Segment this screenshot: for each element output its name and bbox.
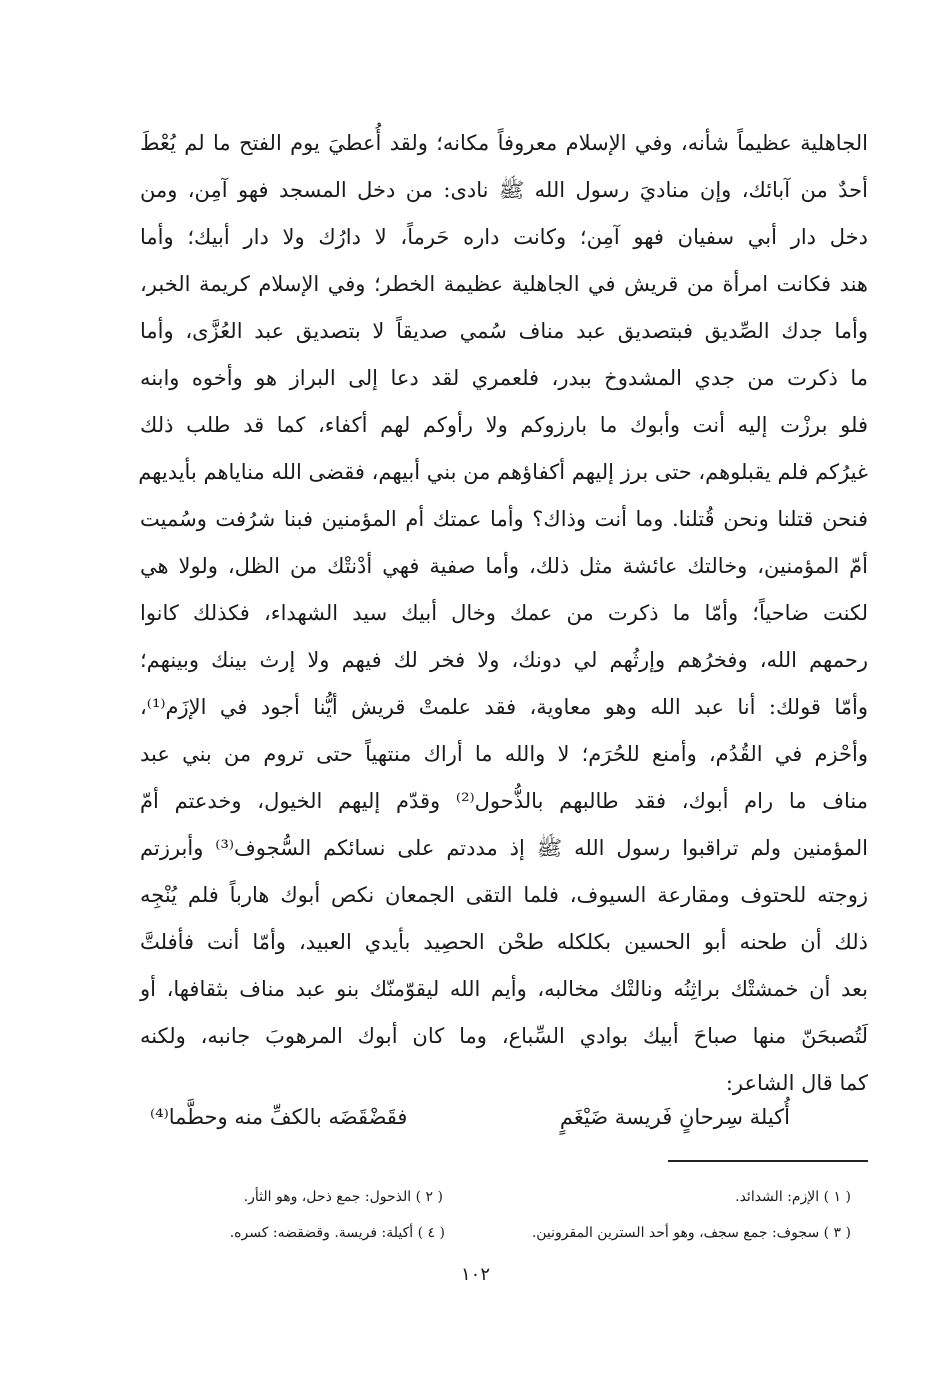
verse-second-hemistich: فقَضْقَضَه بالكفِّ منه وحطَّما⁽⁴⁾ bbox=[150, 1105, 408, 1129]
text-line: المؤمنين ولم تراقبوا رسول الله ﷺ إذ مددتم على نسائكم السُّجوف⁽³⁾ وأبرزتم bbox=[140, 836, 869, 860]
footnote-3: ( ٣ ) سجوف: جمع سجف، وهو أحد السترين المقرونين. bbox=[531, 1225, 851, 1241]
text-line: لكنت ضاحياً؛ وأمّا ما ذكرت من عمك وخال أبيك سيد الشهداء، فكذلك كانوا bbox=[140, 601, 868, 625]
footnote-2: ( ٢ ) الذحول: جمع ذحل، وهو الثأر. bbox=[243, 1189, 443, 1205]
text-line: الجاهلية عظيماً شأنه، وفي الإسلام معروفاً مكانه؛ ولقد أُعطيَ يوم الفتح ما لم يُعْطَ bbox=[140, 131, 868, 155]
poem-verse bbox=[150, 1092, 790, 1142]
body-text bbox=[140, 120, 868, 1107]
text-line: ذلك أن طحنه أبو الحسين بكلكله طحْن الحصِيد بأيدي العبيد، وأمّا أنت فأفلتَّ bbox=[140, 930, 868, 954]
footnote-separator bbox=[668, 1160, 868, 1162]
text-line: فلو برزْت إليه أنت وأبوك ما بارزوكم ولا رأوكم لهم أكفاء، كما قد طلب ذلك bbox=[140, 413, 868, 437]
verse-first-hemistich: أُكيلة سِرحانٍ فَريسة ضَيْغَمٍ bbox=[559, 1105, 790, 1129]
text-line: فنحن قتلنا ونحن قُتلنا. وما أنت وذاك؟ وأما عمتك أم المؤمنين فبنا شرُفت وسُميت bbox=[140, 507, 868, 531]
text-line: زوجته للحتوف ومقارعة السيوف، فلما التقى الجمعان نكص أبوك هارباً فلم يُنْجِه bbox=[140, 883, 868, 907]
text-line: هند فكانت امرأة من قريش في الجاهلية عظيمة الخطر؛ وفي الإسلام كريمة الخبر، bbox=[140, 272, 868, 296]
text-line: لَتُصبحَنّ منها صباحَ أبيك بوادي السِّباع، وما كان أبوك المرهوبَ جانبه، ولكنه bbox=[140, 1024, 868, 1048]
text-line: مناف ما رام أبوك، فقد طالبهم بالذُّحول⁽²⁾ وقدّم إليهم الخيول، وخدعتم أمّ bbox=[140, 789, 868, 813]
text-line: أمّ المؤمنين، وخالتك عائشة مثل ذلك، وأما صفية فهي أدْنتْك من الظل، ولولا هي bbox=[140, 554, 868, 578]
text-line: غيرُكم فلم يقبلوهم، حتى برز إليهم أكفاؤهم من بني أبيهم، فقضى الله مناياهم بأيديهم bbox=[138, 460, 868, 484]
text-line: ما ذكرت من جدي المشدوخ ببدر، فلعمري لقد دعا إلى البراز هو وأخوه وابنه bbox=[140, 366, 868, 390]
text-line: رحمهم الله، وفخرُهم وإرثُهم لي دونك، ولا فخر لك فيهم ولا إرث بينك وبينهم؛ bbox=[140, 648, 868, 672]
footnote-4: ( ٤ ) أكيلة: فريسة. وقضقضه: كسره. bbox=[229, 1225, 445, 1241]
text-line: كما قال الشاعر: bbox=[725, 1071, 868, 1095]
text-line: بعد أن خمشتْك براثِنُه ونالتْك مخالبه، وأيم الله ليقوّمنّك بنو عبد مناف بثقافها، أو bbox=[140, 977, 868, 1001]
text-line: وأمّا قولك: أنا عبد الله وهو معاوية، فقد علمتْ قريش أيُّنا أجود في الإزَم⁽¹⁾، bbox=[140, 695, 868, 719]
text-line: وأحْزم في القُدُم، وأمنع للحُرَم؛ لا والله ما أراك منتهياً حتى تروم من بني عبد bbox=[140, 742, 868, 766]
text-line: دخل دار أبي سفيان فهو آمِن؛ وكانت داره حَرماً، لا دارُك ولا دار أبيك؛ وأما bbox=[140, 225, 868, 249]
text-line: أحدٌ من آبائك، وإن مناديَ رسول الله ﷺ نادى: من دخل المسجد فهو آمِن، ومن bbox=[140, 178, 868, 202]
footnote-1: ( ١ ) الإزم: الشدائد. bbox=[735, 1189, 851, 1205]
page-number: ١٠٢ bbox=[460, 1264, 490, 1285]
text-line: وأما جدك الصِّديق فبتصديق عبد مناف سُمي صديقاً لا بتصديق عبد العُزَّى، وأما bbox=[140, 319, 868, 343]
